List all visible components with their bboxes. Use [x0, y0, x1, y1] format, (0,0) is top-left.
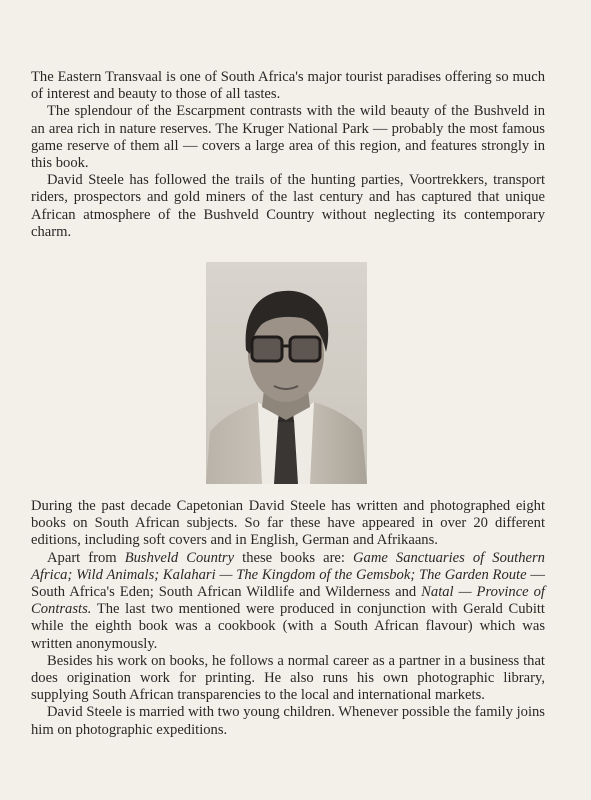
bio-p2-mid1: these books are:: [234, 549, 354, 566]
bio-p2-book-last: Natal — Province of Contrasts.: [31, 584, 545, 618]
intro-paragraph-1: The Eastern Transvaal is one of South Africa's major tourist paradises offering so much of interest and beauty to those of all tastes.: [31, 69, 545, 103]
bio-p2-book-title: Bushveld Country: [124, 549, 235, 566]
bio-p2-end: The last two mentioned were produced in conjunction with Gerald Cubitt while the eighth book was a cookbook (with a South African flavour) which was written anonymously.: [31, 601, 545, 652]
bio-p2-book-list: Game Sanctuaries of Southern Africa; Wild Animals; Kalahari — The Kingdom of the Gemsbok; The Garden Route: [31, 549, 545, 583]
bio-p2-start: Apart from: [47, 549, 125, 566]
intro-paragraph-2: The splendour of the Escarpment contrasts with the wild beauty of the Bushveld in an area rich in nature reserves. The Kruger National Park — probably the most famous game reserve of them all — covers a large area of this region, and features strongly in this book.: [31, 103, 545, 172]
bio-paragraph-4: David Steele is married with two young children. Whenever possible the family joins him on photographic expeditions.: [31, 704, 545, 738]
bio-p2-mid2: — South Africa's Eden; South African Wildlife and Wilderness and: [31, 566, 545, 601]
intro-paragraph-3: David Steele has followed the trails of the hunting parties, Voortrekkers, transport riders, prospectors and gold miners of the last century and has captured that unique African atmosphere of the Bushveld Country without neglecting its contemporary charm.: [31, 172, 545, 240]
biography-text: [31, 498, 545, 739]
intro-text: [31, 69, 545, 241]
bio-paragraph-3: Besides his work on books, he follows a normal career as a partner in a business that does origination work for printing. He also runs his own photographic library, supplying South African transparencies to the local and international markets.: [31, 652, 545, 704]
author-portrait-photo: [206, 262, 367, 484]
bio-paragraph-2: [31, 550, 545, 653]
bio-paragraph-1: During the past decade Capetonian David Steele has written and photographed eight books on South African subjects. So far these have appeared in over 20 different editions, including soft covers and in English, German and Afrikaans.: [31, 498, 545, 549]
